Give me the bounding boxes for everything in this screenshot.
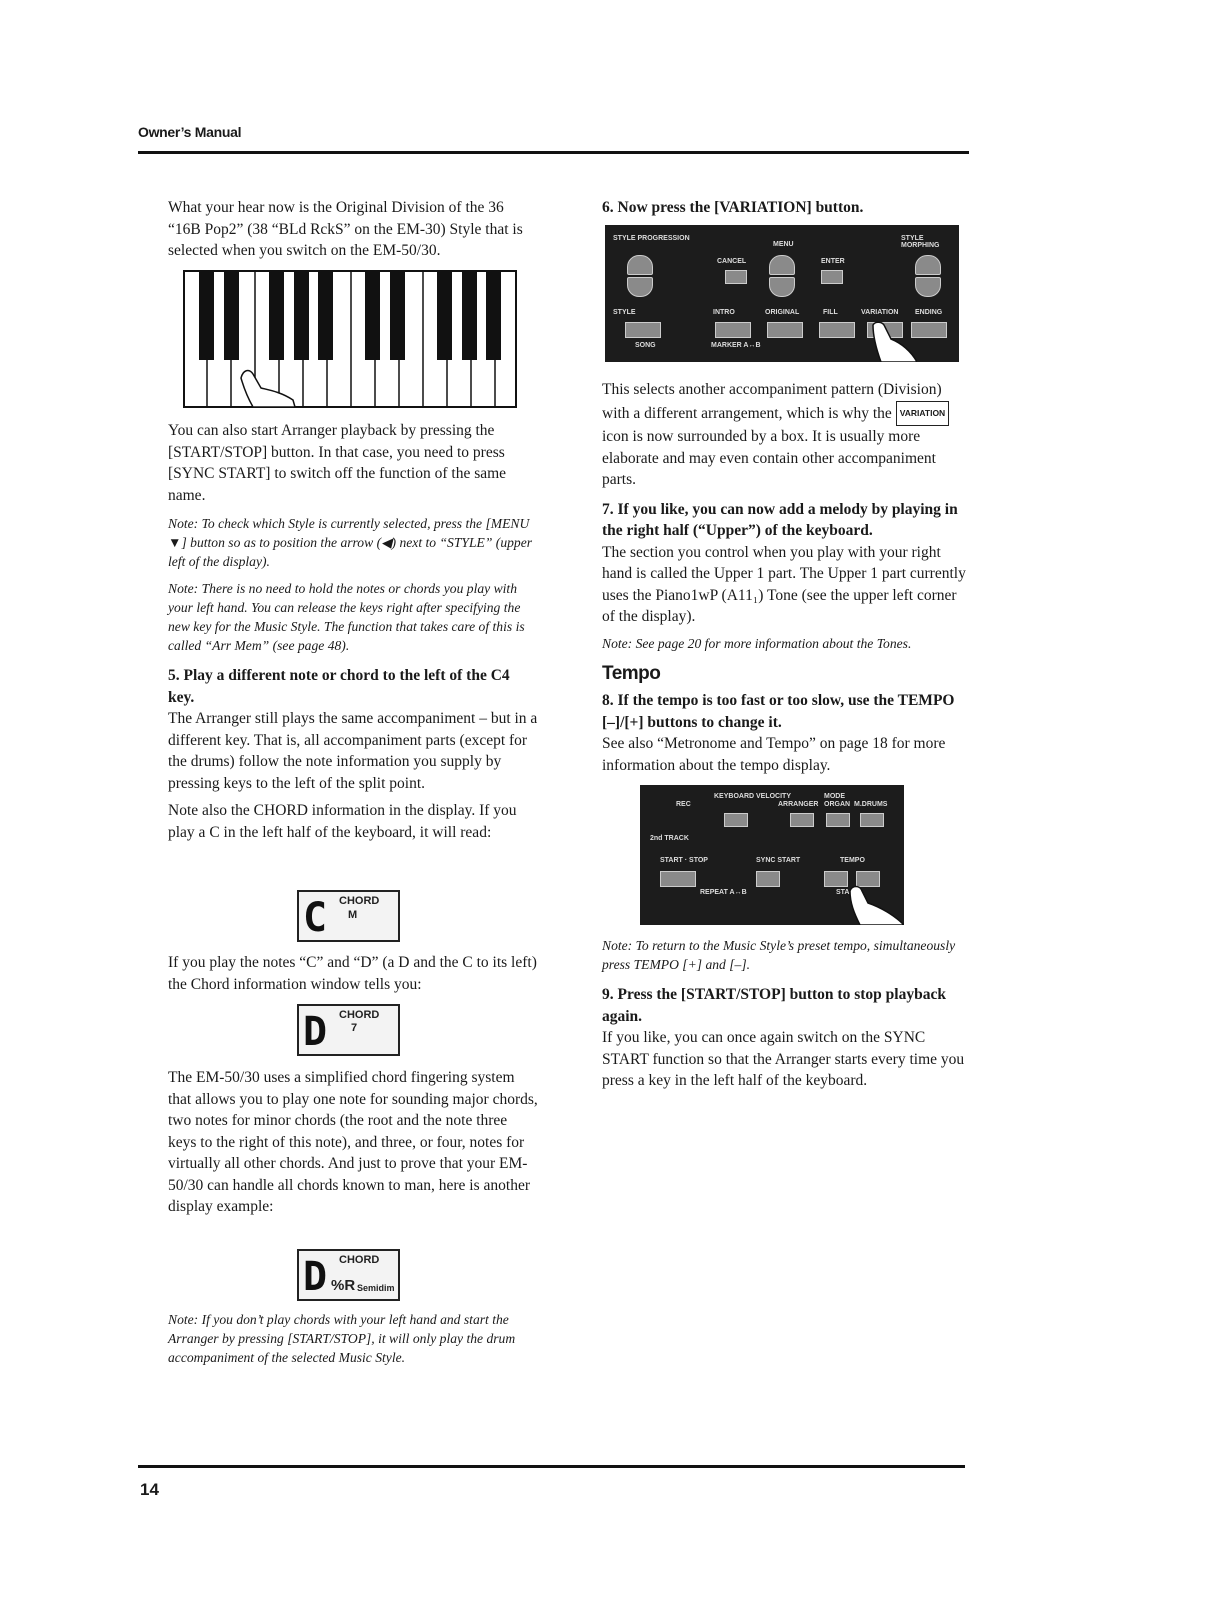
right-column-middle [602,379,972,776]
start-stop-button [660,871,696,887]
left-column-top [168,197,538,262]
paragraph: What your hear now is the Original Division of the 36 “16B Pop2” (38 “BLd RckS” on the EM-30) Style that is selected when you switch on the EM-50/30. [168,199,523,259]
left-column-middle [168,420,538,843]
note: Note: See page 20 for more information about the Tones. [602,635,912,651]
page-number: 14 [140,1480,159,1499]
paragraph: If you like, you can once again switch on the SYNC START function so that the Arranger starts every time you press a key in the left half of the keyboard. [602,1029,965,1089]
paragraph: You can also start Arranger playback by pressing the [START/STOP] button. In that case, you need to press [SYNC START] to switch off the function of the same name. [168,422,507,504]
note: Note: To return to the Music Style’s preset tempo, simultaneously press TEMPO [+] and [–]. [602,938,956,972]
chord-display-d7: CHORD D 7 [297,1004,400,1056]
keyboard-illustration [183,270,517,410]
paragraph: This selects another accompaniment pattern (Division) with a different arrangement, which is why the VARIATION icon is now surrounded by a box. It is usually more elaborate and may even contain other accompaniment parts. [602,379,972,491]
tempo-minus-button [824,871,848,887]
chord-display-c-major: CHORD C M [297,890,400,942]
fill-button [819,322,855,338]
panel-tempo-illustration: KEYBOARD VELOCITY REC MODE ARRANGER ORGAN M.DRUMS 2nd TRACK START · STOP SYNC START TEMPO REPEAT A↔B STA [640,785,904,925]
step-heading: 8. If the tempo is too fast or too slow, use the TEMPO [–]/[+] buttons to change it. [602,692,955,731]
arranger-mode-button [790,813,814,827]
style-button [625,322,661,338]
enter-button [821,270,843,284]
left-column-note [168,1310,538,1367]
organ-mode-button [826,813,850,827]
style-morphing-up-button [915,255,941,275]
pressing-finger-icon [846,885,904,925]
note: Note: To check which Style is currently selected, press the [MENU ▼] button so as to position the arrow (◀) next to “STYLE” (upper left of the display). [168,516,533,569]
original-button [767,322,803,338]
panel-variation-illustration: STYLE PROGRESSION MENU STYLE MORPHING CANCEL ENTER STYLE INTRO ORIGINAL FILL VARIATION ENDING SONG MARKER A↔B [605,225,959,362]
step-heading: 9. Press the [START/STOP] button to stop playback again. [602,986,946,1025]
step-heading: 5. Play a different note or chord to the left of the C4 key. [168,667,510,706]
menu-down-button [769,277,795,297]
style-progression-down-button [627,277,653,297]
left-column-bottom [168,1067,538,1218]
paragraph: See also “Metronome and Tempo” on page 18 for more information about the tempo display. [602,735,946,774]
intro-button [715,322,751,338]
paragraph: Note also the CHORD information in the display. If you play a C in the left half of the keyboard, it will read: [168,802,517,841]
paragraph: If you play the notes “C” and “D” (a D and the C to its left) the Chord information window tells you: [168,954,537,993]
style-progression-up-button [627,255,653,275]
chord-display-semidim: CHORD D %R Semidim [297,1249,400,1301]
paragraph: The EM-50/30 uses a simplified chord fingering system that allows you to play one note for sounding major chords, two notes for minor chords (the root and the note three keys to the right of this note), and three, or four, notes for virtually all other chords. And just to prove that your EM-50/30 can handle all chords known to man, here is another display example: [168,1069,538,1215]
cancel-button [725,270,747,284]
step-heading: 7. If you like, you can now add a melody by playing in the right half (“Upper”) of the keyboard. [602,500,958,539]
footer-rule [138,1465,965,1468]
style-morphing-down-button [915,277,941,297]
paragraph: The section you control when you play with your right hand is called the Upper 1 part. The Upper 1 part currently uses the Piano1wP (A11₁) Tone (see the upper left corner of the display). [602,543,966,625]
velocity-button [724,813,748,827]
running-header: Owner’s Manual [138,124,242,140]
pressing-finger-icon [867,321,917,362]
right-column-top [602,197,972,219]
left-column-text [168,952,538,995]
variation-icon: VARIATION [896,401,950,427]
sync-start-button [756,871,780,887]
note: Note: There is no need to hold the notes or chords you play with your left hand. You can release the keys right after specifying the new key for the Music Style. The function that takes care of this is called “Arr Mem” (see page 48). [168,581,525,653]
paragraph: The Arranger still plays the same accompaniment – but in a different key. That is, all accompaniment parts (except for the drums) follow the note information you supply by pressing keys to the left of the split point. [168,710,538,792]
step-heading: 6. Now press the [VARIATION] button. [602,199,864,216]
right-column-bottom [602,936,972,1092]
note: Note: If you don’t play chords with your left hand and start the Arranger by pressing [START/STOP], it will only play the drum accompaniment of the selected Music Style. [168,1312,516,1365]
menu-up-button [769,255,795,275]
header-rule [138,151,969,154]
mdrums-mode-button [860,813,884,827]
section-heading-tempo: Tempo [602,662,661,684]
